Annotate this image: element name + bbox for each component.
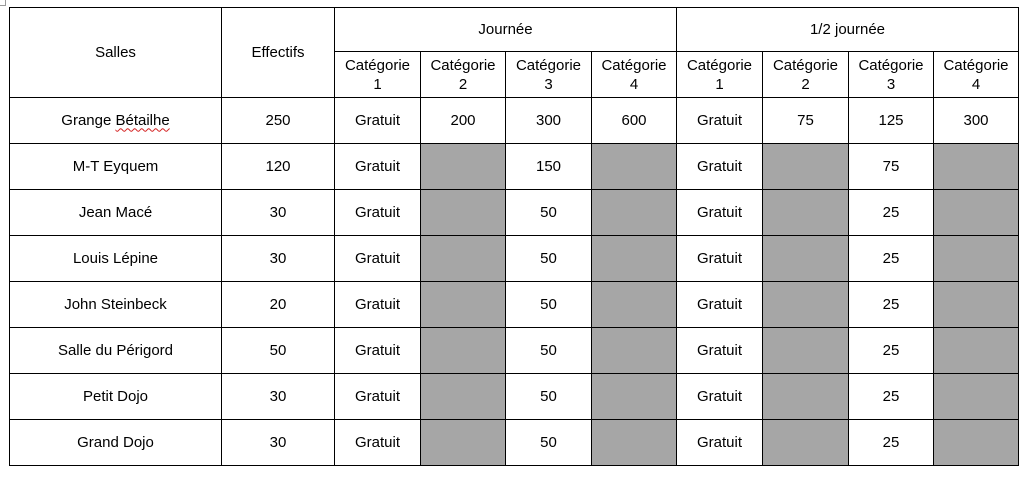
effectif-cell: 120: [222, 144, 335, 190]
price-cell: 25: [849, 282, 934, 328]
salle-name: Grand Dojo: [77, 433, 154, 451]
unavailable-cell: [592, 282, 677, 328]
effectif-cell: 20: [222, 282, 335, 328]
table-row: [10, 144, 1019, 190]
table-body: [10, 98, 1019, 466]
unavailable-cell: [763, 236, 849, 282]
salle-name: Grange Bétailhe: [61, 111, 170, 129]
header-effectifs: Effectifs: [222, 8, 335, 98]
price-cell: 600: [592, 98, 677, 144]
effectif-cell: 250: [222, 98, 335, 144]
unavailable-cell: [763, 144, 849, 190]
unavailable-cell: [934, 420, 1019, 466]
price-cell: 125: [849, 98, 934, 144]
unavailable-cell: [763, 374, 849, 420]
unavailable-cell: [592, 420, 677, 466]
unavailable-cell: [421, 374, 506, 420]
page-corner-mark: [0, 0, 6, 6]
price-cell: 50: [506, 236, 592, 282]
salle-name: M-T Eyquem: [72, 157, 159, 175]
salle-name: John Steinbeck: [64, 295, 167, 313]
price-cell: Gratuit: [677, 190, 763, 236]
effectif-cell: 30: [222, 190, 335, 236]
header-category: Catégorie 1: [335, 52, 421, 98]
unavailable-cell: [934, 374, 1019, 420]
salle-name-cell: [10, 144, 222, 190]
unavailable-cell: [421, 282, 506, 328]
header-category: Catégorie 2: [763, 52, 849, 98]
price-cell: 50: [506, 420, 592, 466]
price-cell: 50: [506, 374, 592, 420]
price-cell: 50: [506, 328, 592, 374]
price-cell: Gratuit: [677, 236, 763, 282]
unavailable-cell: [592, 374, 677, 420]
table-row: [10, 374, 1019, 420]
unavailable-cell: [421, 328, 506, 374]
header-group-demi-journee: 1/2 journée: [677, 8, 1019, 52]
salle-name-cell: [10, 420, 222, 466]
price-cell: 75: [763, 98, 849, 144]
salle-name-cell: [10, 236, 222, 282]
table-row: [10, 328, 1019, 374]
unavailable-cell: [763, 420, 849, 466]
unavailable-cell: [934, 144, 1019, 190]
price-cell: Gratuit: [677, 282, 763, 328]
effectif-cell: 50: [222, 328, 335, 374]
table-row: [10, 190, 1019, 236]
unavailable-cell: [592, 190, 677, 236]
unavailable-cell: [763, 282, 849, 328]
salle-name: Petit Dojo: [82, 387, 149, 405]
price-cell: 50: [506, 282, 592, 328]
price-cell: Gratuit: [335, 282, 421, 328]
table-row: [10, 420, 1019, 466]
unavailable-cell: [763, 328, 849, 374]
unavailable-cell: [763, 190, 849, 236]
salle-name: Salle du Périgord: [57, 341, 174, 359]
salle-name-cell: [10, 374, 222, 420]
price-cell: Gratuit: [335, 236, 421, 282]
price-cell: 150: [506, 144, 592, 190]
price-cell: Gratuit: [677, 144, 763, 190]
header-group-journee: Journée: [335, 8, 677, 52]
unavailable-cell: [592, 236, 677, 282]
salle-name-cell: [10, 328, 222, 374]
price-cell: Gratuit: [335, 98, 421, 144]
table-row: [10, 98, 1019, 144]
table-row: [10, 236, 1019, 282]
price-cell: 25: [849, 190, 934, 236]
salle-name-cell: [10, 190, 222, 236]
salle-name: Jean Macé: [78, 203, 153, 221]
price-cell: Gratuit: [335, 144, 421, 190]
price-cell: Gratuit: [335, 328, 421, 374]
unavailable-cell: [421, 236, 506, 282]
unavailable-cell: [421, 420, 506, 466]
price-cell: 50: [506, 190, 592, 236]
price-cell: 300: [934, 98, 1019, 144]
header-category: Catégorie 2: [421, 52, 506, 98]
price-cell: Gratuit: [677, 98, 763, 144]
header-category: Catégorie 4: [934, 52, 1019, 98]
spellcheck-underlined-word: Bétailhe: [115, 111, 170, 129]
room-rates-table: [9, 7, 1019, 466]
unavailable-cell: [592, 328, 677, 374]
unavailable-cell: [421, 144, 506, 190]
effectif-cell: 30: [222, 420, 335, 466]
salle-name-cell: [10, 98, 222, 144]
price-cell: Gratuit: [677, 374, 763, 420]
price-cell: Gratuit: [677, 420, 763, 466]
price-cell: Gratuit: [335, 190, 421, 236]
unavailable-cell: [934, 236, 1019, 282]
price-cell: Gratuit: [677, 328, 763, 374]
unavailable-cell: [592, 144, 677, 190]
header-row-groups: [10, 8, 1019, 52]
header-category: Catégorie 4: [592, 52, 677, 98]
unavailable-cell: [421, 190, 506, 236]
table-row: [10, 282, 1019, 328]
salle-name-cell: [10, 282, 222, 328]
header-salles: Salles: [10, 8, 222, 98]
header-category: Catégorie 3: [506, 52, 592, 98]
price-cell: 25: [849, 420, 934, 466]
price-cell: 200: [421, 98, 506, 144]
price-cell: 25: [849, 328, 934, 374]
unavailable-cell: [934, 328, 1019, 374]
unavailable-cell: [934, 282, 1019, 328]
price-cell: 25: [849, 236, 934, 282]
header-category: Catégorie 3: [849, 52, 934, 98]
effectif-cell: 30: [222, 374, 335, 420]
unavailable-cell: [934, 190, 1019, 236]
price-cell: Gratuit: [335, 420, 421, 466]
effectif-cell: 30: [222, 236, 335, 282]
price-cell: 25: [849, 374, 934, 420]
price-cell: Gratuit: [335, 374, 421, 420]
price-cell: 75: [849, 144, 934, 190]
header-category: Catégorie 1: [677, 52, 763, 98]
price-cell: 300: [506, 98, 592, 144]
salle-name: Louis Lépine: [72, 249, 159, 267]
